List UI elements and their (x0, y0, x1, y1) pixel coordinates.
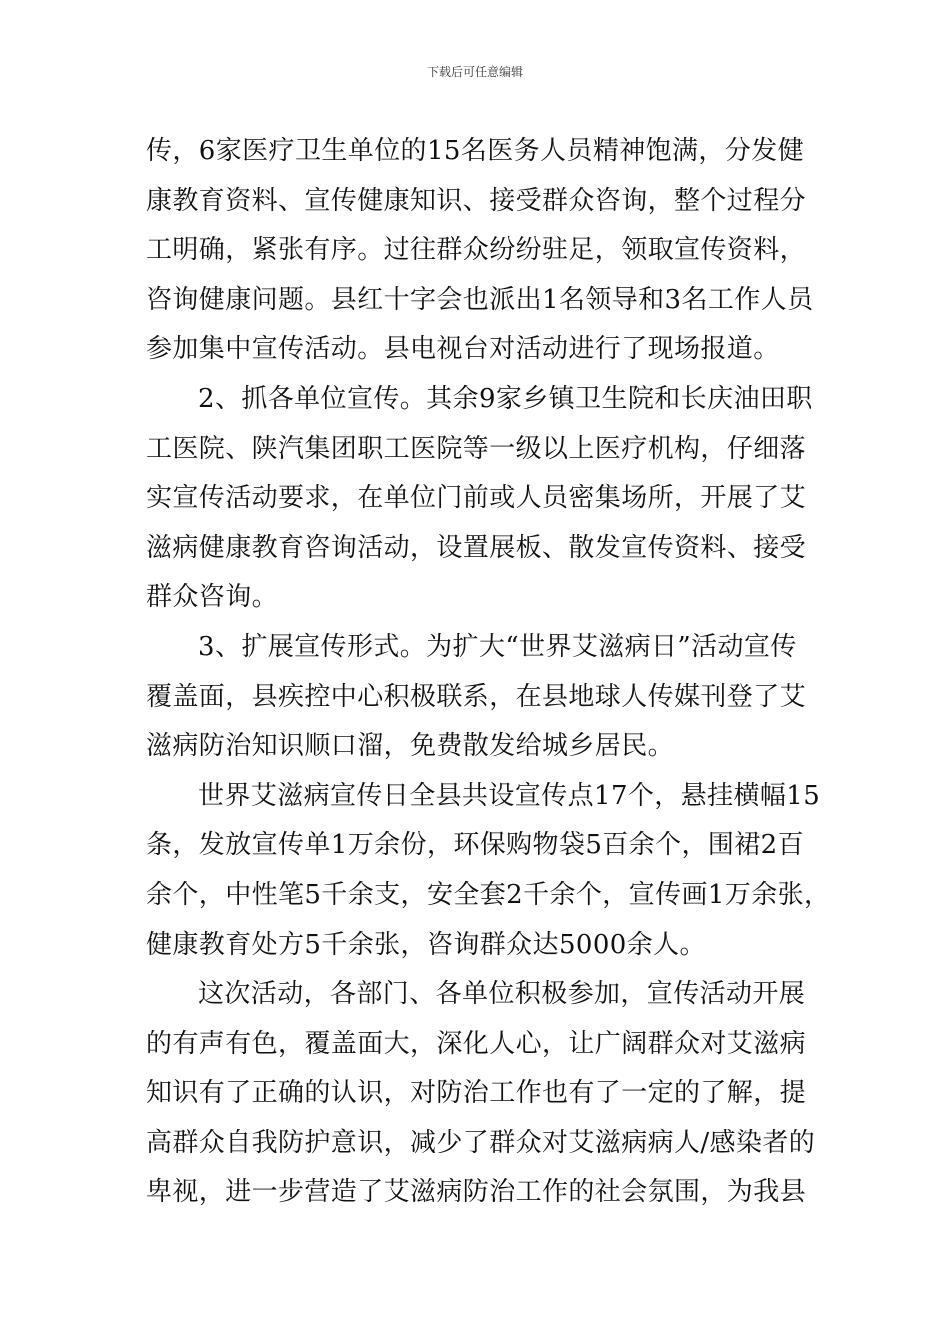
text-line: 卑视，进一步营造了艾滋病防治工作的社会氛围，为我县 (146, 1177, 807, 1208)
text-line: 咨询健康问题。县红十字会也派出1名领导和3名工作人员 (146, 284, 814, 315)
text-line: 传，6家医疗卫生单位的15名医务人员精神饱满，分发健 (146, 136, 805, 166)
paragraph (146, 970, 818, 1218)
text-line: 工医院、陕汽集团职工医院等一级以上医疗机构，仔细落 (146, 433, 807, 464)
text-line: 滋病防治知识顺口溜，免费散发给城乡居民。 (146, 731, 675, 762)
paragraph (146, 623, 818, 772)
text-line: 参加集中宣传活动。县电视台对活动进行了现场报道。 (146, 334, 780, 365)
document-body (146, 127, 831, 1218)
page-header: 下载后可任意编辑 (426, 65, 523, 79)
text-line: 工明确，紧张有序。过往群众纷纷驻足，领取宣传资料， (146, 235, 807, 266)
text-line: 覆盖面，县疾控中心积极联系，在县地球人传媒刊登了艾 (146, 681, 807, 712)
text-line: 的有声有色，覆盖面大，深化人心，让广阔群众对艾滋病 (146, 1028, 807, 1059)
paragraph (146, 375, 818, 623)
text-line: 余个，中性笔5千余支，安全套2千余个，宣传画1万余张， (146, 879, 831, 910)
text-line: 2、抓各单位宣传。其余9家乡镇卫生院和长庆油田职 (198, 383, 813, 414)
text-line: 康教育资料、宣传健康知识、接受群众咨询，整个过程分 (146, 185, 807, 216)
paragraph (146, 772, 831, 970)
text-line: 群众咨询。 (146, 582, 279, 613)
text-line: 健康教育处方5千余张，咨询群众达5000余人。 (146, 929, 706, 960)
text-line: 滋病健康教育咨询活动，设置展板、散发宣传资料、接受 (146, 532, 807, 563)
text-line: 条，发放宣传单1万余份，环保购物袋5百余个，围裙2百 (146, 830, 805, 861)
text-line: 3、扩展宣传形式。为扩大“世界艾滋病日”活动宣传 (198, 631, 797, 662)
text-line: 知识有了正确的认识，对防治工作也有了一定的了解，提 (146, 1078, 807, 1109)
paragraph (146, 127, 818, 375)
text-line: 实宣传活动要求，在单位门前或人员密集场所，开展了艾 (146, 483, 807, 514)
text-line: 这次活动，各部门、各单位积极参加，宣传活动开展 (198, 979, 806, 1010)
text-line: 高群众自我防护意识，减少了群众对艾滋病病人/感染者的 (146, 1127, 816, 1158)
text-line: 世界艾滋病宣传日全县共设宣传点17个，悬挂横幅15 (198, 780, 821, 811)
